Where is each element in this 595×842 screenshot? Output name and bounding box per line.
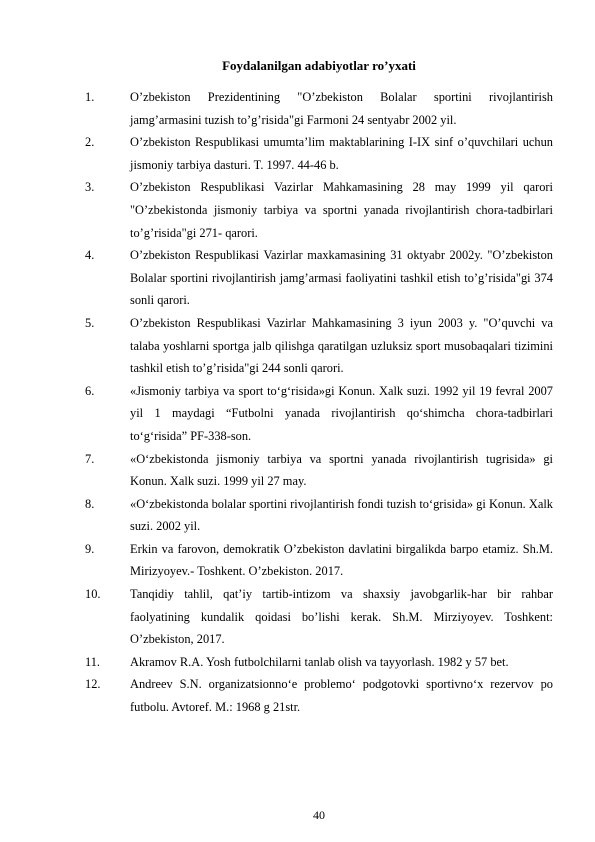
reference-item [85,493,553,538]
reference-number: 6. [85,383,95,398]
reference-text: O’zbekiston Respublikasi Vazirlar maxkamasining 31 oktyabr 2002y. "O’zbekiston Bolalar sportini rivojlantirish jamg’armasi faoliyatini tashkil etish to’g’risida"gi 374 sonli qarori. [130,248,553,308]
reference-item [85,244,553,312]
reference-item [85,651,553,674]
reference-text: O’zbekiston Respublikasi Vazirlar Mahkamasining 3 iyun 2003 y. "O’quvchi va talaba yoshlarni sportga jalb qilishga qaratilgan uzluksiz sport musobaqalari tizimini tashkil etish to’g’risida"gi 244 sonli qarori. [130,315,553,376]
reference-list [85,86,553,719]
reference-number: 4. [85,248,95,263]
reference-text: «O‘zbekistonda bolalar sportini rivojlantirish fondi tuzish to‘grisida» gi Konun. Xalk suzi. 2002 yil. [130,496,553,534]
reference-number: 3. [85,180,95,195]
reference-number: 8. [85,496,95,511]
reference-text: O’zbekiston Prezidentining "O’zbekiston Bolalar sportini rivojlantirish jamg’armasini tuzish to’g’risida"gi Farmoni 24 sentyabr 2002 yil. [130,90,553,127]
reference-number: 5. [85,315,95,330]
reference-text: Andreev S.N. organizatsionno‘e problemo‘ podgotovki sportivno‘x rezervov po futbolu. Avtoref. M.: 1968 g 21str. [130,677,553,715]
reference-number: 10. [85,587,101,602]
reference-item [85,176,553,244]
page-title: Foydalanilgan adabiyotlar ro’yxati [222,58,416,73]
reference-text: Akramov R.A. Yosh futbolchilarni tanlab olish va tayyorlash. 1982 y 57 bet. [130,654,509,669]
reference-item [85,448,553,493]
reference-item [85,380,553,448]
reference-number: 9. [85,541,95,556]
reference-text: Erkin va farovon, demokratik O’zbekiston davlatini birgalikda barpo etamiz. Sh.M. Mirizyoyev.- Toshkent. O’zbekiston. 2017. [130,541,553,579]
reference-item [85,538,553,583]
reference-text: «O‘zbekistonda jismoniy tarbiya va sportni yanada rivojlantirish tugrisida» gi Konun. Xalk suzi. 1999 yil 27 may. [130,451,553,489]
reference-number: 1. [85,90,95,104]
reference-item [85,312,553,380]
reference-number: 11. [85,654,101,669]
reference-text: O’zbekiston Respublikasi umumta’lim maktablarining I-IX sinf o’quvchilari uchun jismoniy tarbiya dasturi. T. 1997. 44-46 b. [130,135,553,172]
reference-number: 7. [85,451,95,466]
reference-text: O’zbekiston Respublikasi Vazirlar Mahkamasining 28 may 1999 yil qarori "O’zbekistonda jismoniy tarbiya va sportni yanada rivojlantirish chora-tadbirlari to’g’risida"gi 271- qarori. [130,180,553,240]
reference-item [85,86,553,131]
reference-number: 2. [85,135,95,150]
reference-text: «Jismoniy tarbiya va sport to‘g‘risida»gi Konun. Xalk suzi. 1992 yil 19 fevral 2007 yil 1 maydagi “Futbolni yanada rivojlantirish qo‘shimcha chora-tadbirlari to‘g‘risida” PF-338-son. [130,383,553,443]
reference-item [85,131,553,176]
reference-number: 12. [85,677,101,692]
page-number: 40 [313,808,325,822]
reference-item [85,673,553,718]
reference-text: Tanqidiy tahlil, qat’iy tartib-intizom va shaxsiy javobgarlik-har bir rahbar faolyatining kundalik qoidasi bo’lishi kerak. Sh.M. Mirziyoyev. Toshkent: O’zbekiston, 2017. [130,587,553,647]
reference-item [85,583,553,651]
